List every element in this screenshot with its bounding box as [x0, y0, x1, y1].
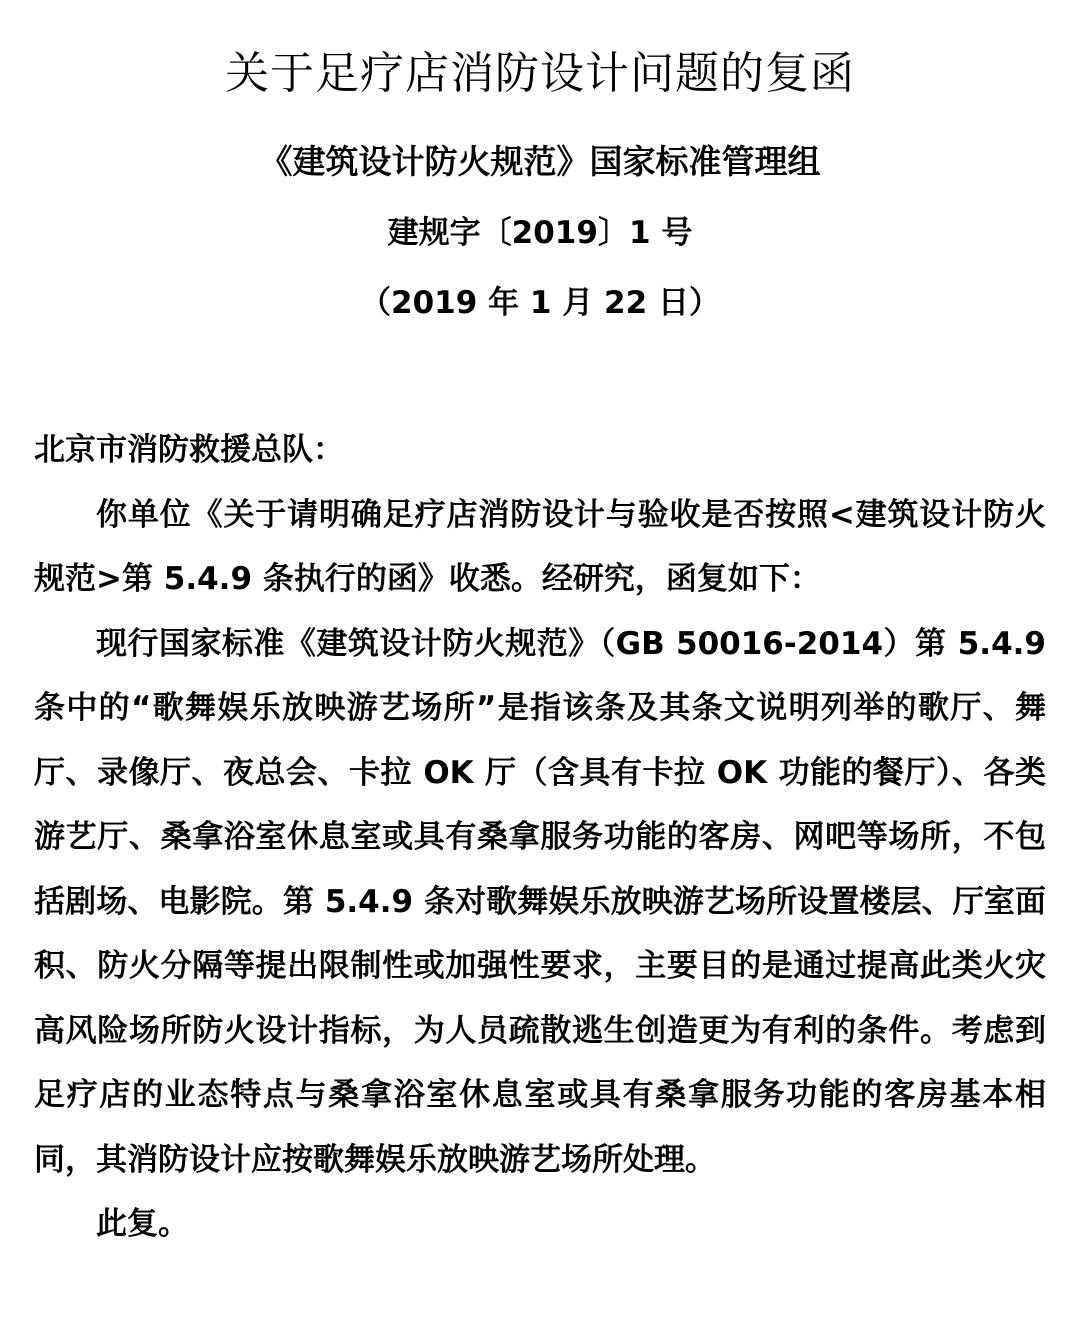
document-title: 关于足疗店消防设计问题的复函 [225, 48, 855, 99]
closing: 此复。 [96, 1206, 189, 1242]
body-paragraph: 现行国家标准《建筑设计防火规范》（GB 50016-2014）第 5.4.9 条中的“歌舞娱乐放映游艺场所”是指该条及其条文说明列举的歌厅、舞厅、录像厅、夜总会、卡拉 OK 厅（含具有卡拉 OK 功能的餐厅）、各类游艺厅、桑拿浴室休息室或具有桑拿服务功能的客房、网吧等场所，不包括剧场、电影院。第 5.4.9 条对歌舞娱乐放映游艺场所设置楼层、厅室面积、防火分隔等提出限制性或加强性要求，主要目的是通过提高此类火灾高风险场所防火设计指标，为人员疏散逃生创造更为有利的条件。考虑到足疗店的业态特点与桑拿浴室休息室或具有桑拿服务功能的客房基本相同，其消防设计应按歌舞娱乐放映游艺场所处理。 [34, 625, 1046, 1178]
document-date: （2019 年 1 月 22 日） [360, 285, 720, 321]
salutation: 北京市消防救援总队： [34, 432, 344, 468]
body-paragraph: 你单位《关于请明确足疗店消防设计与验收是否按照<建筑设计防火规范>第 5.4.9 条执行的函》收悉。经研究，函复如下： [34, 496, 1046, 597]
document-body [34, 418, 1046, 1257]
document-issuer: 《建筑设计防火规范》国家标准管理组 [259, 142, 821, 181]
document-number: 建规字〔2019〕1 号 [387, 215, 693, 251]
